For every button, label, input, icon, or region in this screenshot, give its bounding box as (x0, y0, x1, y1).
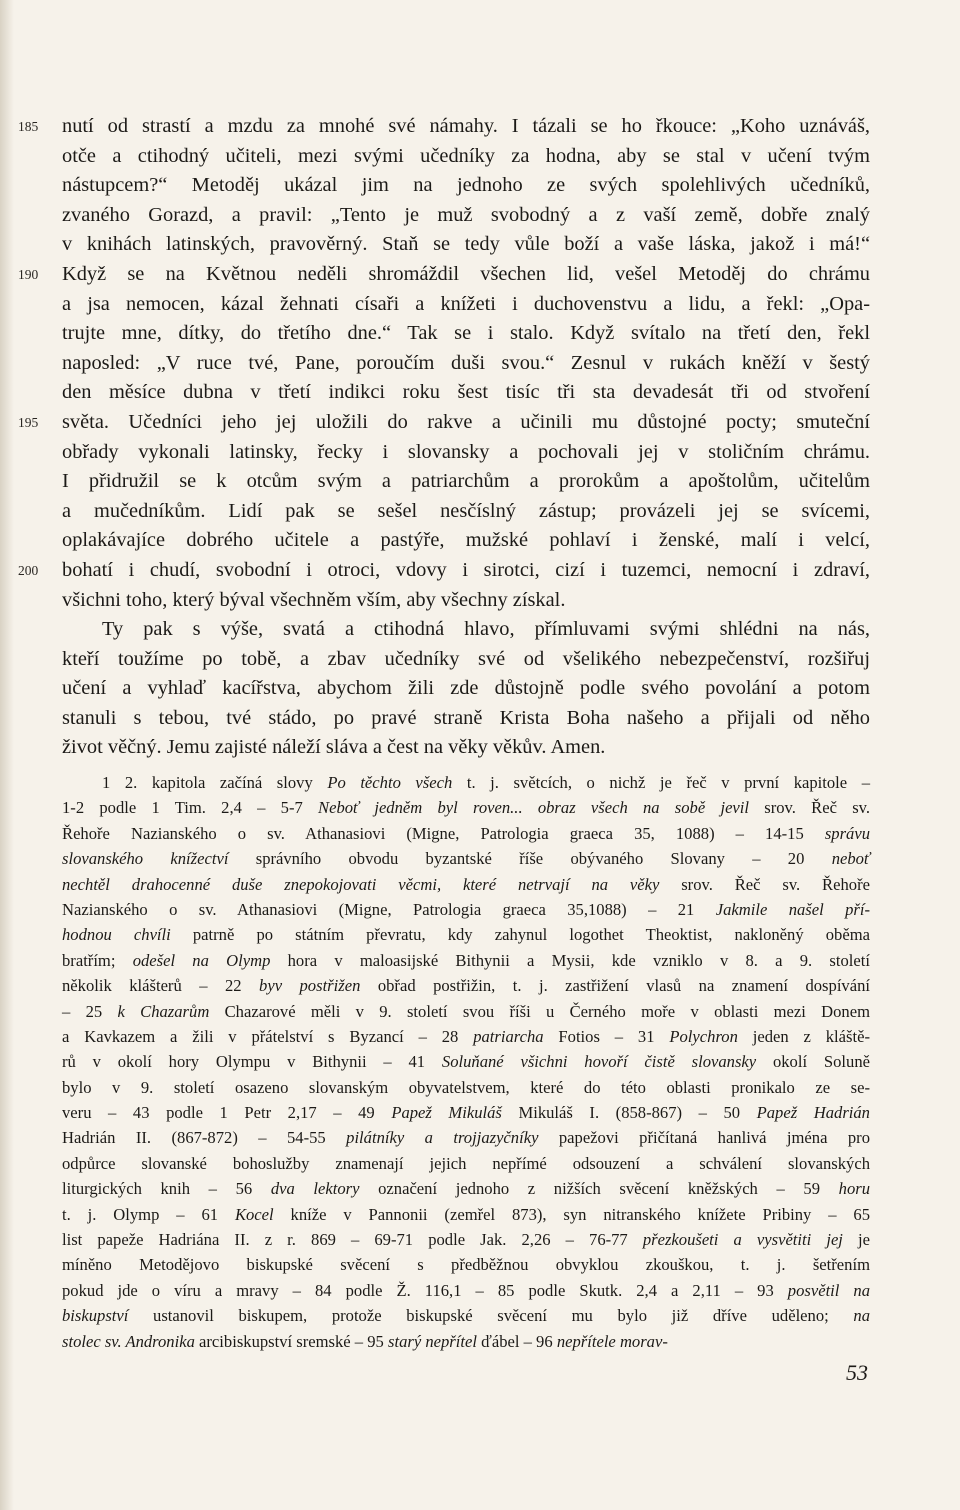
footnote-text: hora v maloasijské Bithynii a Mysii, kde vzniklo v 8. a 9. století (270, 950, 870, 970)
text-line: světa. Učedníci jeho jej uložili do rakve a učinili mu důstojné pocty; smuteční (62, 410, 870, 433)
footnote-italic: pilátníky a trojjazyčníky (346, 1128, 539, 1148)
footnote-italic: byv postřižen (259, 976, 361, 996)
text-line: v knihách latinských, pravověrný. Staň se tedy vůle boží a vaše láska, jakož i má!“ (62, 233, 870, 256)
footnote-line (62, 1252, 870, 1277)
text-line: naposled: „V ruce tvé, Pane, poroučím duši svou.“ Zesnul v rukách kněží v šestý (62, 351, 870, 374)
footnotes (62, 770, 870, 1354)
text-line: kteří toužíme po tobě, a zbav učedníky své od všelikého nebezpečenství, rozšiřuj (62, 647, 870, 670)
footnote-text: list papeže Hadriána II. z r. 869 – 69-71 podle Jak. 2,26 – 76-77 (62, 1230, 643, 1250)
text-line: život věčný. Jemu zajisté náleží sláva a čest na věky věkův. Amen. (62, 736, 606, 759)
footnote-line (62, 1202, 870, 1227)
footnote-italic: nepřítele morav- (556, 1331, 668, 1351)
footnote-line (62, 1278, 870, 1303)
footnote-italic: Papež Mikuláš (391, 1103, 502, 1123)
footnote-line (62, 1227, 870, 1252)
footnote-italic: Polychron (669, 1026, 738, 1046)
footnote-text: okolí Soluně (756, 1052, 870, 1072)
footnote-italic: hodnou chvíli (62, 925, 171, 945)
footnote-italic: posvětil na (787, 1280, 871, 1300)
footnote-text: pokud jde o víru a mravy – 84 podle Ž. 116,1 – 85 podle Skutk. 2,4 a 2,11 – 93 (62, 1280, 788, 1300)
text-line: obřady vykonali latinsky, řecky i slovansky a pochovali jej v stoličním chrámu. (62, 440, 870, 463)
footnote-text: Chazarové měli v 9. století svou říši u Černého moře v oblasti mezi Donem (209, 1001, 871, 1021)
footnote-text: veru – 43 podle 1 Petr 2,17 – 49 (62, 1103, 392, 1123)
footnote-italic: Jakmile našel pří- (715, 899, 870, 919)
footnote-line (62, 872, 870, 897)
footnote-line (62, 1176, 870, 1201)
footnote-italic: Papež Hadrián (756, 1103, 870, 1123)
footnote-text: bratřím; (62, 950, 133, 970)
footnote-line (62, 1100, 870, 1125)
footnote-text: arcibiskupství sremské – 95 (194, 1331, 388, 1351)
footnote-text: odpůrce slovanské bohoslužby znamenají jejich nepřímé odsouzení a schválení slovanských (62, 1153, 870, 1173)
line-number: 190 (18, 267, 39, 282)
footnote-italic: odešel na Olymp (132, 950, 271, 970)
footnote-italic: slovanského knížectví (62, 849, 229, 869)
footnote-italic: správu (824, 823, 870, 843)
footnote-line (62, 999, 870, 1024)
footnote-text: bylo v 9. století osazeno slovanským obyvatelstvem, které do této oblasti pronikalo ze se- (62, 1077, 870, 1097)
text-line: a mučedníkům. Lidí pak se sešel nesčíslný zástup; provázeli jej se svícemi, (62, 499, 870, 522)
footnote-line (62, 846, 870, 871)
footnote-line (62, 1151, 870, 1176)
page-edge-shadow (0, 0, 14, 1510)
footnote-text: je (842, 1230, 870, 1250)
footnote-italic: starý nepřítel (388, 1331, 477, 1351)
footnote-text: liturgických knih – 56 (62, 1179, 271, 1199)
footnote-italic: Neboť jedněm byl roven... obraz všech na sobě jevil (318, 798, 750, 818)
footnote-line (62, 795, 870, 820)
footnote-italic: dva lektory (270, 1179, 360, 1199)
footnote-text: srov. Řeč sv. Řehoře (659, 874, 870, 894)
footnote-text: papežovi přičítaná hanlivá jména pro (538, 1128, 870, 1148)
footnote-text: 1 2. kapitola začíná slovy (102, 773, 328, 792)
line-number: 185 (18, 119, 39, 134)
footnote-text: patrně po státním převratu, kdy zahynul logothet Theoktist, nakloněný oběma (170, 925, 870, 945)
footnote-line (62, 1329, 870, 1354)
text-line: nástupcem?“ Metoděj ukázal jim na jednoho ze svých spolehlivých učedníků, (62, 174, 870, 197)
text-line: den měsíce dubna v třetí indikci roku šest tisíc tři sta devadesát tři od stvoření (62, 381, 870, 404)
page-number: 53 (846, 1360, 868, 1385)
text-line: učení a vyhlaď kacířstva, abychom žili zde důstojně podle svého povolání a potom (62, 677, 870, 700)
footnote-italic: patriarcha (473, 1026, 544, 1046)
footnote-italic: k Chazarům (117, 1001, 210, 1021)
footnote-text: několik klášterů – 22 (62, 976, 260, 996)
footnote-text: a Kavkazem a žili v přátelství s Byzancí – 28 (62, 1026, 474, 1046)
footnote-line (62, 973, 870, 998)
footnote-line (62, 1049, 870, 1074)
footnote-italic: Po těchto všech (327, 773, 453, 792)
footnote-text: Mikuláš I. (858-867) – 50 (501, 1103, 757, 1123)
footnote-line (62, 821, 870, 846)
main-text (62, 112, 870, 763)
text-line: bohatí i chudí, svobodní i otroci, vdovy i sirotci, cizí i tuzemci, nemocní i zdraví, (62, 558, 870, 581)
footnote-italic: Kocel (234, 1204, 274, 1224)
text-line: Když se na Květnou neděli shromáždil všechen lid, vešel Metoděj do chrámu (62, 262, 870, 285)
footnote-text: jeden z kláště- (737, 1026, 870, 1046)
text-line: a jsa nemocen, kázal žehnati císaři a knížeti i duchovenstvu a lidu, a řekl: „Opa- (62, 292, 870, 315)
text-line: zvaného Gorazd, a pravil: „Tento je muž svobodný a z vaší země, dobře znalý (62, 203, 870, 226)
text-line: nutí od strastí a mzdu za mnohé své námahy. I tázali se ho řkouce: „Koho uznáváš, (62, 115, 870, 137)
text-line: otče a ctihodný učiteli, mezi svými učedníky za hodna, aby se stal v učení tvým (62, 144, 870, 167)
footnote-italic: na (853, 1306, 870, 1326)
footnote-line (62, 922, 870, 947)
line-number: 200 (18, 563, 39, 578)
footnote-line (62, 770, 870, 795)
footnote-text: Řehoře Nazianského o sv. Athanasiovi (Migne, Patrologia graeca 35, 1088) – 14-15 (62, 823, 825, 843)
footnote-text: Fotios – 31 (543, 1026, 670, 1046)
footnote-text: – 25 (62, 1001, 118, 1021)
footnote-italic: stolec sv. Andronika (62, 1331, 195, 1351)
footnote-line (62, 1125, 870, 1150)
footnote-text: obřad postřižin, t. j. zastřižení vlasů na znamení dospívání (360, 976, 870, 996)
footnote-italic: neboť (831, 849, 870, 869)
line-number: 195 (18, 415, 39, 430)
text-line: I přidružil se k otcům svým a patriarchům a prorokům a apoštolům, učitelům (62, 470, 870, 493)
footnote-text: správního obvodu byzantské říše obývaného Slovany – 20 (228, 849, 832, 869)
footnote-text: ustanovil biskupem, protože biskupské svěcení mu bylo již dříve uděleno; (128, 1306, 854, 1326)
footnote-text: ďábel – 96 (476, 1331, 557, 1351)
footnote-italic: horu (838, 1179, 871, 1199)
footnote-italic: přezkoušeti a vysvětiti jej (642, 1230, 843, 1250)
text-line: Ty pak s výše, svatá a ctihodná hlavo, přímluvami svými shlédni na nás, (102, 618, 870, 641)
footnote-line (62, 897, 870, 922)
footnote-text: kníže v Pannonii (zemřel 873), syn nitranského knížete Pribiny – 65 (273, 1204, 870, 1224)
footnote-line (62, 1303, 870, 1328)
text-line: stanuli s tebou, tvé stádo, po pravé straně Krista Boha našeho a přijali od něho (62, 706, 870, 729)
footnote-text: t. j. světcích, o nichž je řeč v první kapitole – (452, 773, 871, 792)
footnote-text: t. j. Olymp – 61 (62, 1204, 235, 1224)
footnote-text: Hadrián II. (867-872) – 54-55 (62, 1128, 347, 1148)
text-line: všichni toho, který býval všechněm vším, aby všechny získal. (62, 588, 566, 611)
footnote-text: míněno Metodějovo biskupské svěcení s předběžnou obvyklou zkouškou, t. j. šetřením (62, 1255, 870, 1275)
text-line: trujte mne, dítky, do třetího dne.“ Tak se i stalo. Když svítalo na třetí den, řekl (62, 322, 870, 345)
footnote-line (62, 1075, 870, 1100)
footnote-text: rů v okolí hory Olympu v Bithynii – 41 (62, 1052, 442, 1072)
footnote-italic: Soluňané všichni hovoří čistě slovansky (441, 1052, 757, 1072)
footnote-italic: biskupství (62, 1306, 129, 1326)
footnote-italic: nechtěl drahocenné duše znepokojovati věcmi, které netrvají na věky (62, 874, 660, 894)
footnote-text: srov. Řeč sv. (749, 798, 871, 818)
footnote-text: Nazianského o sv. Athanasiovi (Migne, Patrologia graeca 35,1088) – 21 (62, 899, 716, 919)
footnote-text: 1-2 podle 1 Tim. 2,4 – 5-7 (62, 798, 319, 818)
footnote-line (62, 1024, 870, 1049)
footnote-text: označení jednoho z nižších svěcení kněžských – 59 (359, 1179, 839, 1199)
footnote-line (62, 948, 870, 973)
text-line: oplakávajíce dobrého učitele a pastýře, mužské pohlaví i ženské, malí i velcí, (62, 529, 870, 552)
